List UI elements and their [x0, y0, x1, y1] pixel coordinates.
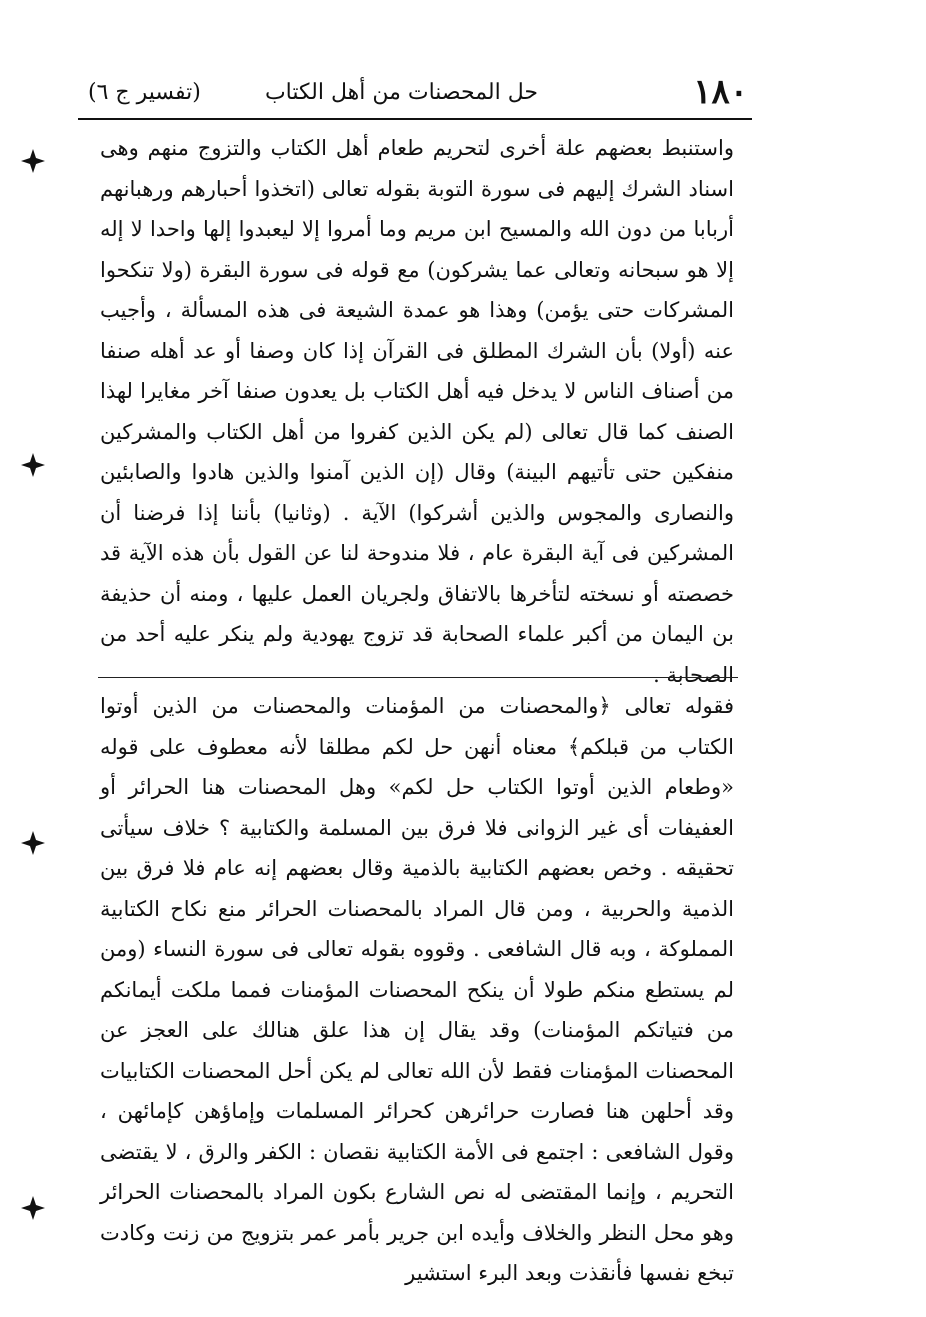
body-paragraph: واستنبط بعضهم علة أخرى لتحريم طعام أهل الكتاب والتزوج منهم وهى اسناد الشرك إليهم فى سورة التوبة بقوله تعالى (اتخذوا أحبارهم ورهبانهم أربابا من دون الله والمسيح ابن مريم وما أمروا إلا ليعبدوا إلها واحدا لا إله إلا هو سبحانه وتعالى عما يشركون) مع قوله فى سورة البقرة (ولا تنكحوا المشركات حتى يؤمن) وهذا هو عمدة الشيعة فى هذه المسألة ، وأجيب عنه (أولا) بأن الشرك المطلق فى القرآن إذا كان وصفا أو عد أهله صنفا من أصناف الناس لا يدخل فيه أهل الكتاب بل يعدون صنفا آخر مغايرا لهذا الصنف كما قال تعالى (لم يكن الذين كفروا من أهل الكتاب والمشركين منفكين حتى تأتيهم البينة) وقال (إن الذين آمنوا والذين هادوا والصابئين والنصارى والمجوس والذين أشركوا) الآية . (وثانيا) بأننا إذا فرضنا أن المشركين فى آية البقرة عام ، فلا مندوحة لنا عن القول بأن هذه الآية قد خصصته أو نسخته لتأخرها بالاتفاق ولجريان العمل عليها ، ومنه أن حذيفة بن اليمان من أكبر علماء الصحابة قد تزوج يهودية ولم ينكر عليه أحد من الصحابة . — [100, 136, 734, 687]
margin-ornament-icon — [20, 452, 46, 478]
section-label: (تفسير ج ٦) — [88, 80, 201, 105]
section-divider — [98, 677, 738, 678]
header-divider — [78, 118, 752, 120]
margin-ornament-icon — [20, 830, 46, 856]
margin-ornament-icon — [20, 1195, 46, 1221]
margin-ornament-icon — [20, 148, 46, 174]
page-number: ١٨٠ — [693, 72, 748, 112]
body-paragraph: فقوله تعالى ﴿والمحصنات من المؤمنات والمحصنات من الذين أوتوا الكتاب من قبلكم﴾ معناه أنهن حل لكم مطلقا لأنه معطوف على قوله «وطعام الذين أوتوا الكتاب حل لكم» وهل المحصنات هنا الحرائر أو العفيفات أى غير الزوانى فلا فرق بين المسلمة والكتابية ؟ خلاف سيأتى تحقيقه . وخص بعضهم الكتابية بالذمية وقال بعضهم إنه عام فلا فرق بين الذمية والحربية ، ومن قال المراد بالمحصنات الحرائر منع نكاح الكتابية المملوكة ، وبه قال الشافعى . وقووه بقوله تعالى فى سورة النساء (ومن لم يستطع منكم طولا أن ينكح المحصنات المؤمنات فمما ملكت أيمانكم من فتياتكم المؤمنات) وقد يقال إن هذا علق هنالك على العجز عن المحصنات المؤمنات فقط لأن الله تعالى لم يكن أحل المحصنات الكتابيات وقد أحلهن هنا فصارت حرائرهن كحرائر المسلمات وإماؤهن كإمائهن ، وقول الشافعى : اجتمع فى الأمة الكتابية نقصان : الكفر والرق ، لا يقتضى التحريم ، وإنما المقتضى له نص الشارع بكون المراد بالمحصنات الحرائر وهو محل النظر والخلاف وأيده ابن جرير بأمر عمر بتزويج من زنت وكادت تبخع نفسها فأنقذت وبعد البرء استشير — [100, 694, 734, 1285]
page-header — [80, 70, 748, 114]
running-title: حل المحصنات من أهل الكتاب — [264, 80, 538, 105]
